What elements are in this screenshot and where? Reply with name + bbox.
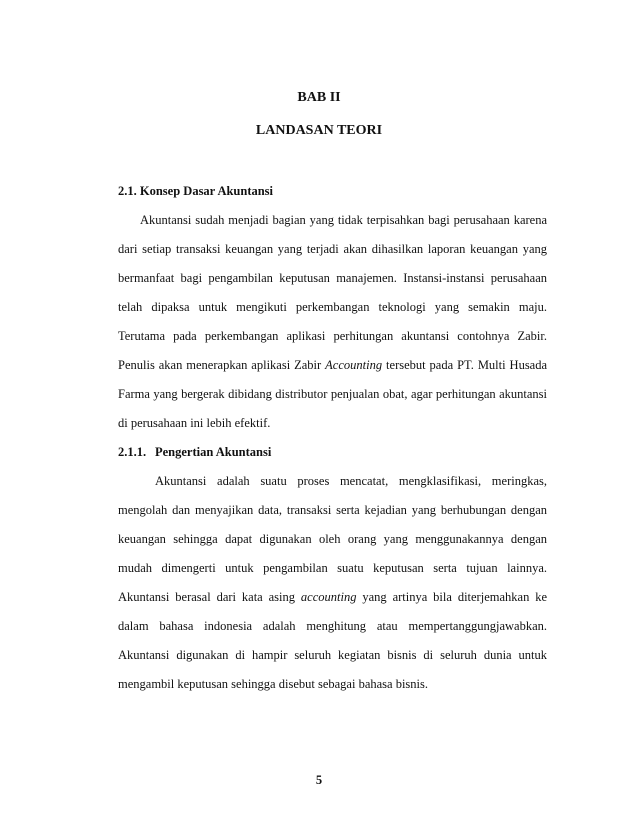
- paragraph-line: mengambil keputusan sehingga disebut sebagai bahasa bisnis.: [118, 677, 429, 691]
- paragraph-line: Farma yang bergerak dibidang distributor penjualan obat, agar perhitungan akuntansi: [118, 387, 547, 401]
- paragraph-line: [118, 590, 547, 605]
- subsection-heading: [118, 445, 271, 460]
- italic-term: Accounting: [325, 358, 383, 372]
- paragraph-line: mengolah dan menyajikan data, transaksi serta kejadian yang berhubungan dengan: [118, 503, 547, 517]
- paragraph-line: dari setiap transaksi keuangan yang terjadi akan dihasilkan laporan keuangan yang: [118, 242, 547, 256]
- paragraph-text: yang artinya bila diterjemahkan ke: [362, 590, 548, 604]
- paragraph-line: dalam bahasa indonesia adalah menghitung atau mempertanggungjawabkan.: [118, 619, 547, 633]
- subsection-number: 2.1.1.: [118, 445, 147, 459]
- paragraph-line: telah dipaksa untuk mengikuti perkembangan teknologi yang semakin maju.: [118, 300, 547, 314]
- subsection-title: Pengertian Akuntansi: [155, 445, 272, 459]
- paragraph-line: [118, 358, 547, 373]
- page-number: 5: [315, 773, 323, 787]
- paragraph-line: Akuntansi adalah suatu proses mencatat, mengklasifikasi, meringkas,: [155, 474, 547, 488]
- paragraph-text: tersebut pada PT. Multi Husada: [386, 358, 548, 372]
- paragraph-line: Terutama pada perkembangan aplikasi perhitungan akuntansi contohnya Zabir.: [118, 329, 547, 343]
- paragraph-line: Akuntansi digunakan di hampir seluruh kegiatan bisnis di seluruh dunia untuk: [118, 648, 547, 662]
- paragraph-text: Akuntansi berasal dari kata asing: [118, 590, 296, 604]
- paragraph-line: mudah dimengerti untuk pengambilan suatu keputusan serta tujuan lainnya.: [118, 561, 547, 575]
- paragraph-line: Akuntansi sudah menjadi bagian yang tidak terpisahkan bagi perusahaan karena: [140, 213, 547, 227]
- italic-term: accounting: [300, 590, 357, 604]
- paragraph-line: keuangan sehingga dapat digunakan oleh orang yang menggunakannya dengan: [118, 532, 547, 546]
- paragraph-line: di perusahaan ini lebih efektif.: [118, 416, 271, 430]
- section-heading: 2.1. Konsep Dasar Akuntansi: [118, 184, 274, 198]
- paragraph-text: Penulis akan menerapkan aplikasi Zabir: [118, 358, 322, 372]
- chapter-title: LANDASAN TEORI: [255, 123, 383, 138]
- paragraph-line: bermanfaat bagi pengambilan keputusan manajemen. Instansi-instansi perusahaan: [118, 271, 547, 285]
- chapter-number: BAB II: [297, 90, 341, 105]
